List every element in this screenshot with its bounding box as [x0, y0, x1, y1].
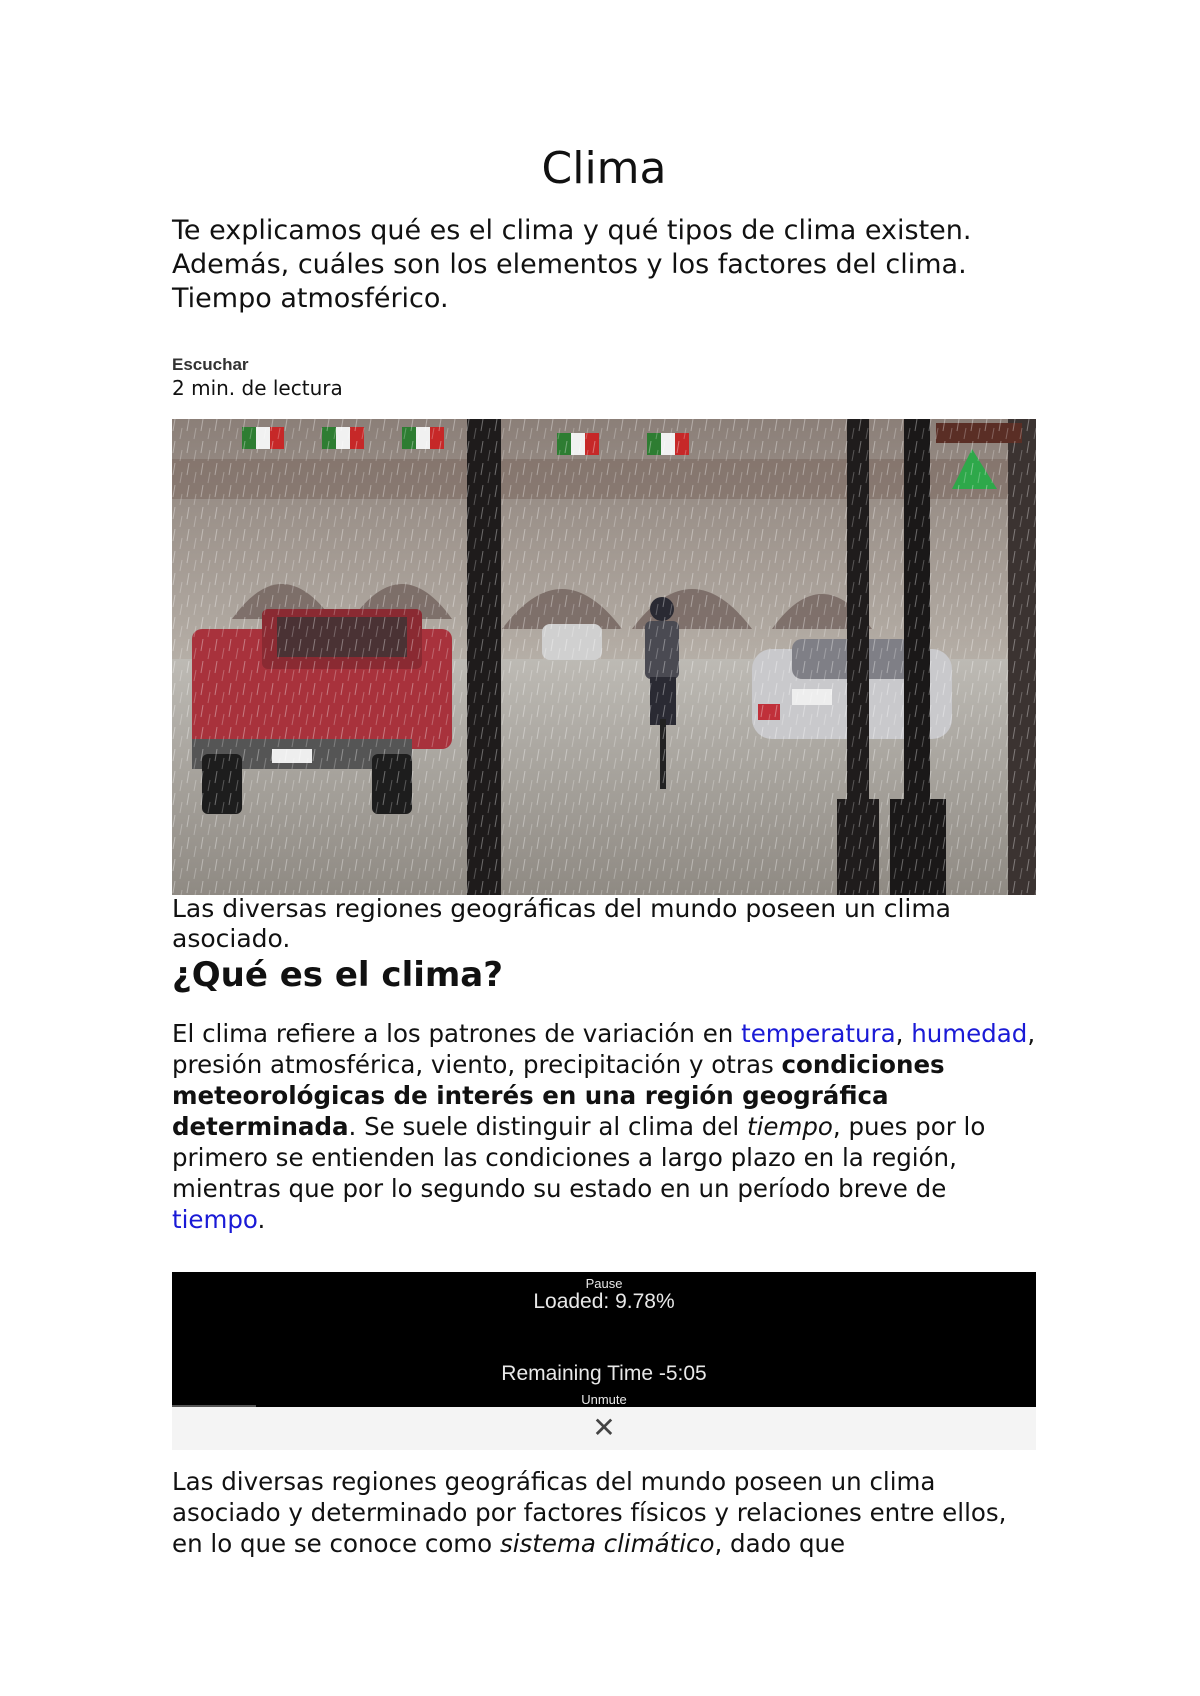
- listen-button[interactable]: Escuchar: [172, 355, 249, 374]
- image-caption: Las diversas regiones geográficas del mundo poseen un clima asociado.: [172, 894, 952, 953]
- italic-text: tiempo: [746, 1112, 833, 1141]
- section-heading: ¿Qué es el clima?: [172, 955, 503, 995]
- text-run: . Se suele distinguir al clima del: [348, 1112, 747, 1141]
- unmute-button[interactable]: Unmute: [581, 1392, 627, 1407]
- italic-text: sistema climático: [499, 1529, 715, 1558]
- text-run: , dado que: [714, 1529, 846, 1558]
- text-run: , pues por lo primero se entienden las condiciones a largo plazo en la región, mientras que por lo segundo su estado en un período breve de: [172, 1112, 986, 1203]
- text-run: .: [257, 1205, 266, 1234]
- remaining-time: Remaining Time -5:05: [501, 1362, 707, 1385]
- read-time: 2 min. de lectura: [172, 376, 343, 400]
- link-tiempo[interactable]: tiempo: [172, 1205, 258, 1234]
- close-icon[interactable]: ✕: [592, 1411, 616, 1444]
- page-title: Clima: [541, 143, 667, 194]
- body-paragraph-2: [172, 1466, 1036, 1559]
- loaded-status: Loaded: 9.78%: [533, 1290, 675, 1313]
- video-player[interactable]: [172, 1272, 1036, 1407]
- link-temperatura[interactable]: temperatura: [741, 1019, 896, 1048]
- bold-text: condiciones meteorológicas de interés en una región geográfica determinada: [172, 1050, 945, 1141]
- pause-button[interactable]: Pause: [585, 1276, 623, 1291]
- link-humedad[interactable]: humedad: [911, 1019, 1028, 1048]
- text-run: , presión atmosférica, viento, precipitación y otras: [172, 1019, 1036, 1079]
- text-run: ,: [895, 1019, 912, 1048]
- body-paragraph: [172, 1018, 1036, 1235]
- player-close-bar: [172, 1407, 1036, 1450]
- text-run: El clima refiere a los patrones de variación en: [172, 1019, 742, 1048]
- article-lede: Te explicamos qué es el clima y qué tipos de clima existen. Además, cuáles son los elementos y los factores del clima. Tiempo atmosférico.: [172, 215, 972, 314]
- text-run: Las diversas regiones geográficas del mundo poseen un clima asociado y determinado por factores físicos y relaciones entre ellos, en lo que se conoce como: [172, 1467, 1007, 1558]
- rainy-street-image: [172, 419, 1036, 895]
- article-photo: [172, 419, 1036, 895]
